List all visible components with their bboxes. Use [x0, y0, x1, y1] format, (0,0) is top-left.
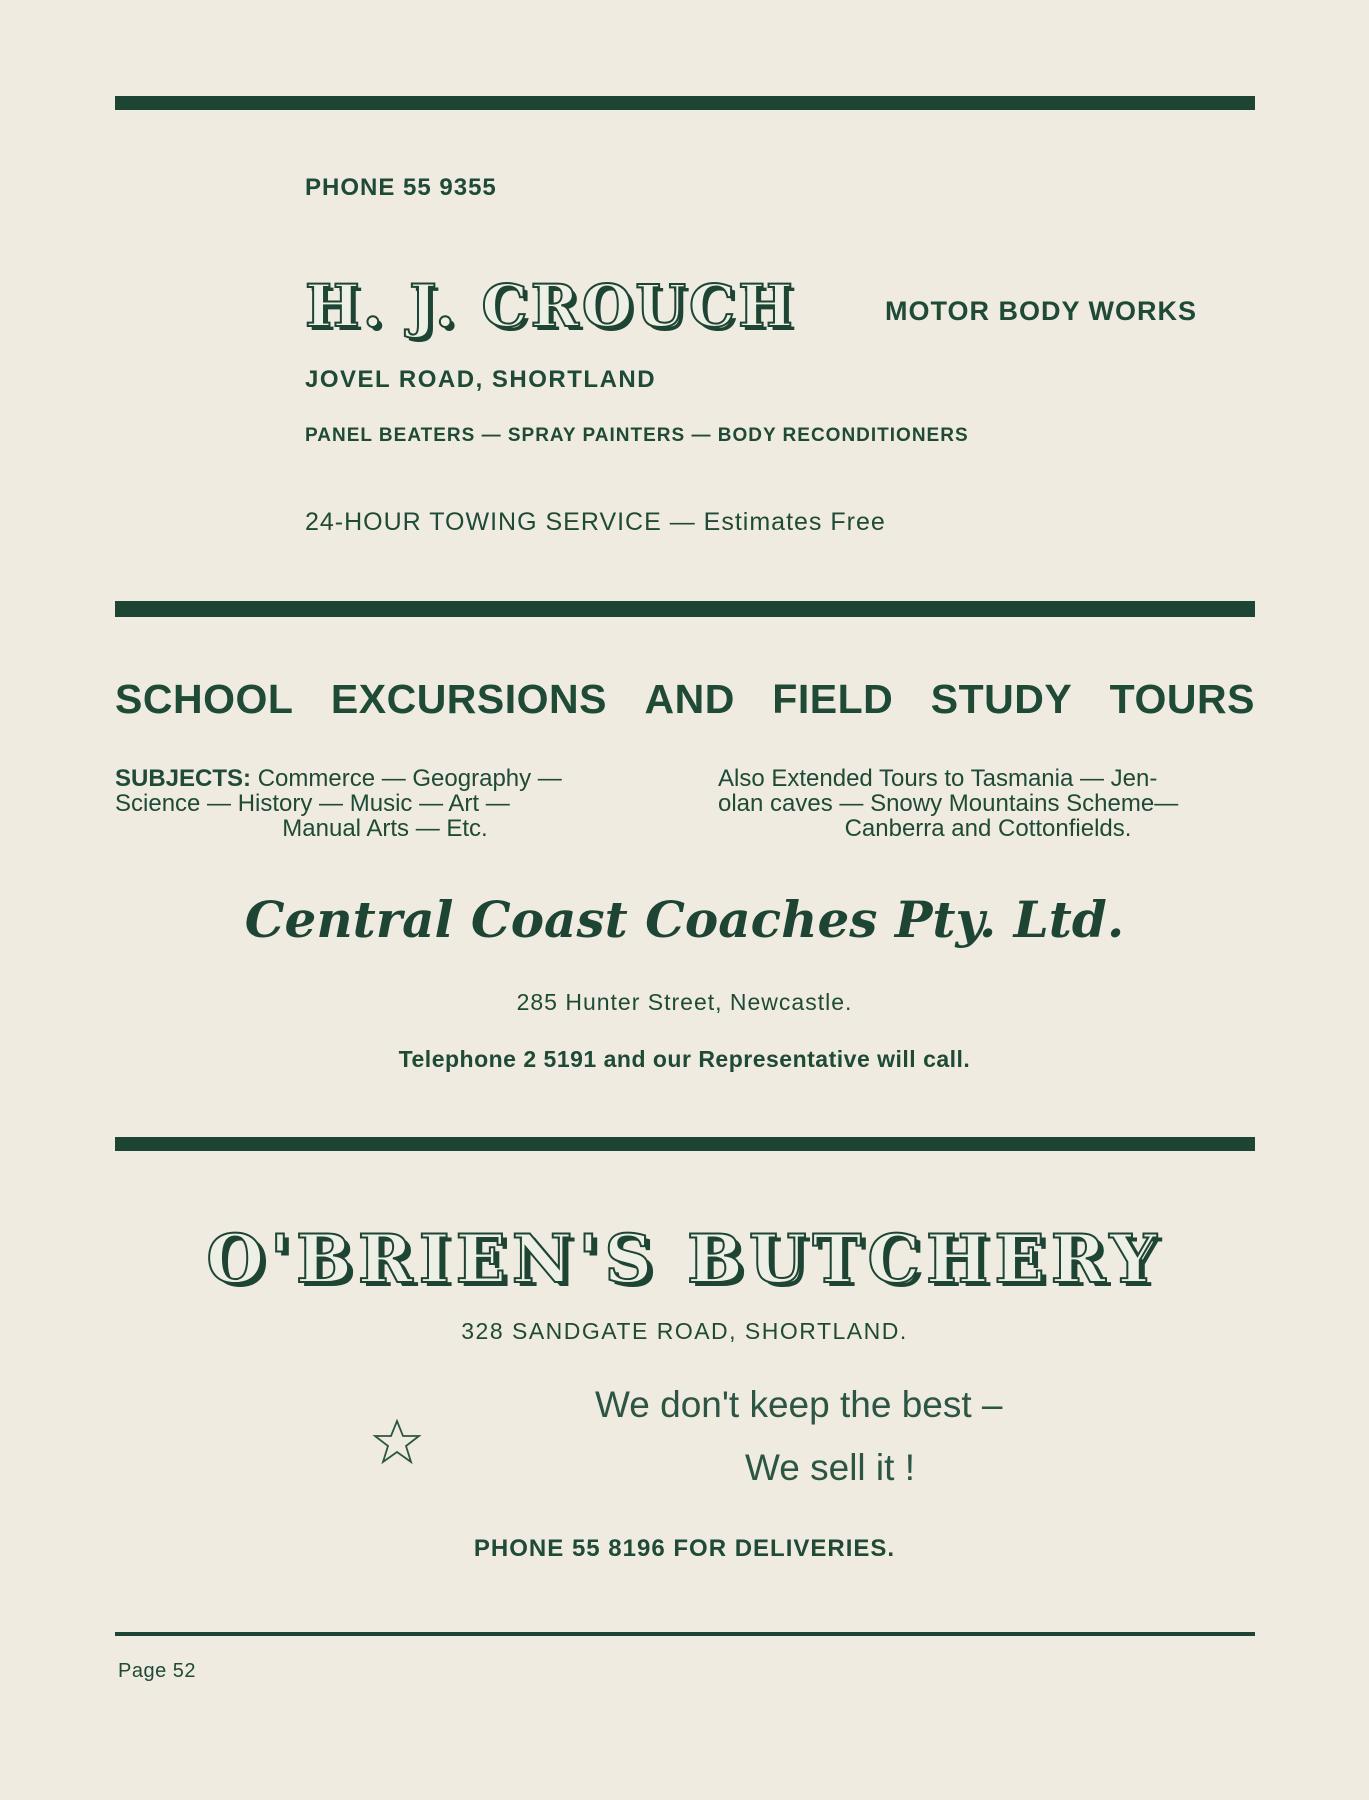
butchery-name: O'BRIEN'S BUTCHERY — [206, 1220, 1163, 1298]
subjects-line-2: Science — History — Music — Art — — [115, 790, 510, 817]
coaches-address: 285 Hunter Street, Newcastle. — [516, 989, 853, 1015]
subjects-line-3: Manual Arts — Etc. — [282, 815, 488, 842]
top-divider — [115, 96, 1255, 110]
subjects-column — [115, 766, 655, 841]
subjects-label: SUBJECTS: — [115, 765, 252, 792]
tours-line-3: Canberra and Cottonfields. — [844, 815, 1132, 842]
crouch-subtitle: MOTOR BODY WORKS — [885, 296, 1198, 326]
coaches-telephone: Telephone 2 5191 and our Representative will call. — [398, 1046, 971, 1072]
butchery-deliveries: PHONE 55 8196 FOR DELIVERIES. — [473, 1535, 896, 1562]
heading-word: TOURS — [1109, 676, 1255, 722]
heading-word: AND — [644, 676, 735, 722]
butchery-slogan-line-2: We sell it ! — [745, 1447, 915, 1488]
heading-word: EXCURSIONS — [330, 676, 607, 722]
excursions-heading — [115, 676, 1255, 723]
heading-word: SCHOOL — [115, 676, 294, 722]
star-icon — [372, 1418, 422, 1466]
tours-line-2: olan caves — Snowy Mountains Scheme— — [718, 790, 1179, 817]
butchery-slogan-line-1: We don't keep the best – — [595, 1384, 1003, 1425]
divider-coaches-bottom — [115, 1137, 1255, 1151]
crouch-services: PANEL BEATERS — SPRAY PAINTERS — BODY RECONDITIONERS — [305, 425, 969, 446]
divider-crouch-bottom — [115, 601, 1255, 617]
subjects-line-1: Commerce — Geography — — [257, 765, 562, 792]
crouch-phone: PHONE 55 9355 — [305, 174, 497, 201]
coaches-company-name: Central Coast Coaches Pty. Ltd. — [244, 890, 1125, 949]
butchery-address: 328 SANDGATE ROAD, SHORTLAND. — [461, 1318, 908, 1344]
crouch-towing: 24-HOUR TOWING SERVICE — Estimates Free — [305, 508, 886, 536]
heading-word: FIELD — [772, 676, 894, 722]
crouch-business-name: H. J. CROUCH — [305, 272, 796, 340]
footer-divider — [115, 1632, 1255, 1636]
tours-line-1: Also Extended Tours to Tasmania — Jen- — [718, 765, 1158, 792]
crouch-address: JOVEL ROAD, SHORTLAND — [305, 366, 657, 393]
tours-column — [718, 766, 1258, 841]
page-number: Page 52 — [118, 1660, 197, 1682]
heading-word: STUDY — [930, 676, 1073, 722]
